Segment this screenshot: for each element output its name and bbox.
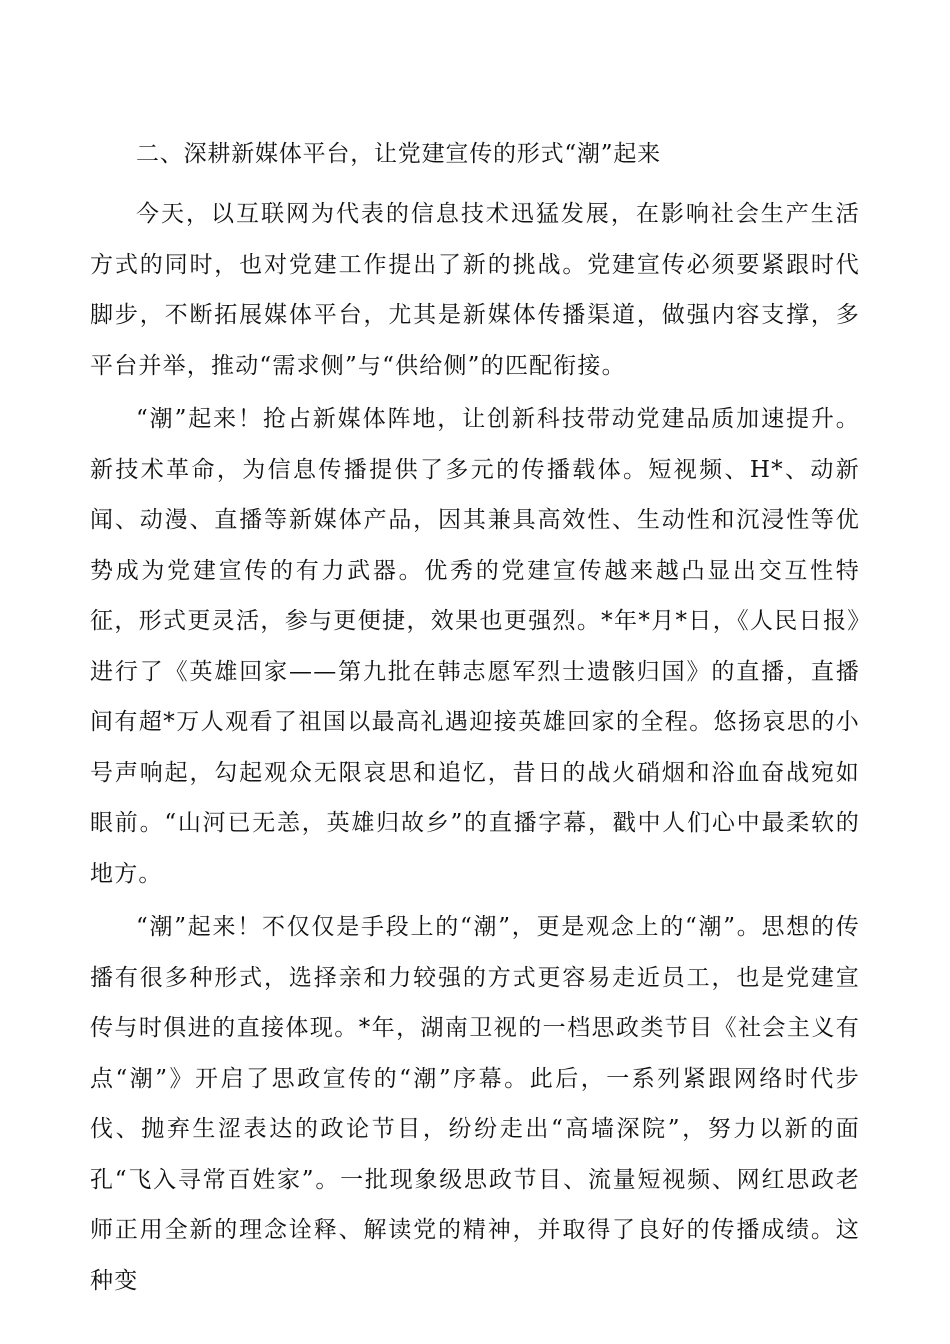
paragraph-intro: 今天，以互联网为代表的信息技术迅猛发展，在影响社会生产生活方式的同时，也对党建工作提出了新的挑战。党建宣传必须要紧跟时代脚步，不断拓展媒体平台，尤其是新媒体传播渠道，做强内容支撑，多平台并举，推动“需求侧”与“供给侧”的匹配衔接。 [90, 201, 860, 379]
section-heading: 二、深耕新媒体平台，让党建宣传的形式“潮”起来 [136, 141, 661, 167]
document-body [90, 132, 860, 1306]
paragraph-new-media: “潮”起来！抢占新媒体阵地，让创新科技带动党建品质加速提升。新技术革命，为信息传播提供了多元的传播载体。短视频、H*、动新闻、动漫、直播等新媒体产品，因其兼具高效性、生动性和沉浸性等优势成为党建宣传的有力武器。优秀的党建宣传越来越凸显出交互性特征，形式更灵活，参与更便捷，效果也更强烈。*年*月*日，《人民日报》进行了《英雄回家——第九批在韩志愿军烈士遗骸归国》的直播，直播间有超*万人观看了祖国以最高礼遇迎接英雄回家的全程。悠扬哀思的小号声响起，勾起观众无限哀思和追忆，昔日的战火硝烟和浴血奋战宛如眼前。“山河已无恙，英雄归故乡”的直播字幕，戳中人们心中最柔软的地方。 [90, 406, 860, 887]
paragraph-concept: “潮”起来！不仅仅是手段上的“潮”，更是观念上的“潮”。思想的传播有很多种形式，选择亲和力较强的方式更容易走近员工，也是党建宣传与时俱进的直接体现。*年，湖南卫视的一档思政类节目《社会主义有点“潮”》开启了思政宣传的“潮”序幕。此后，一系列紧跟网络时代步伐、抛弃生涩表达的政论节目，纷纷走出“高墙深院”，努力以新的面孔“飞入寻常百姓家”。一批现象级思政节目、流量短视频、网红思政老师正用全新的理念诠释、解读党的精神，并取得了良好的传播成绩。这种变 [90, 914, 860, 1294]
